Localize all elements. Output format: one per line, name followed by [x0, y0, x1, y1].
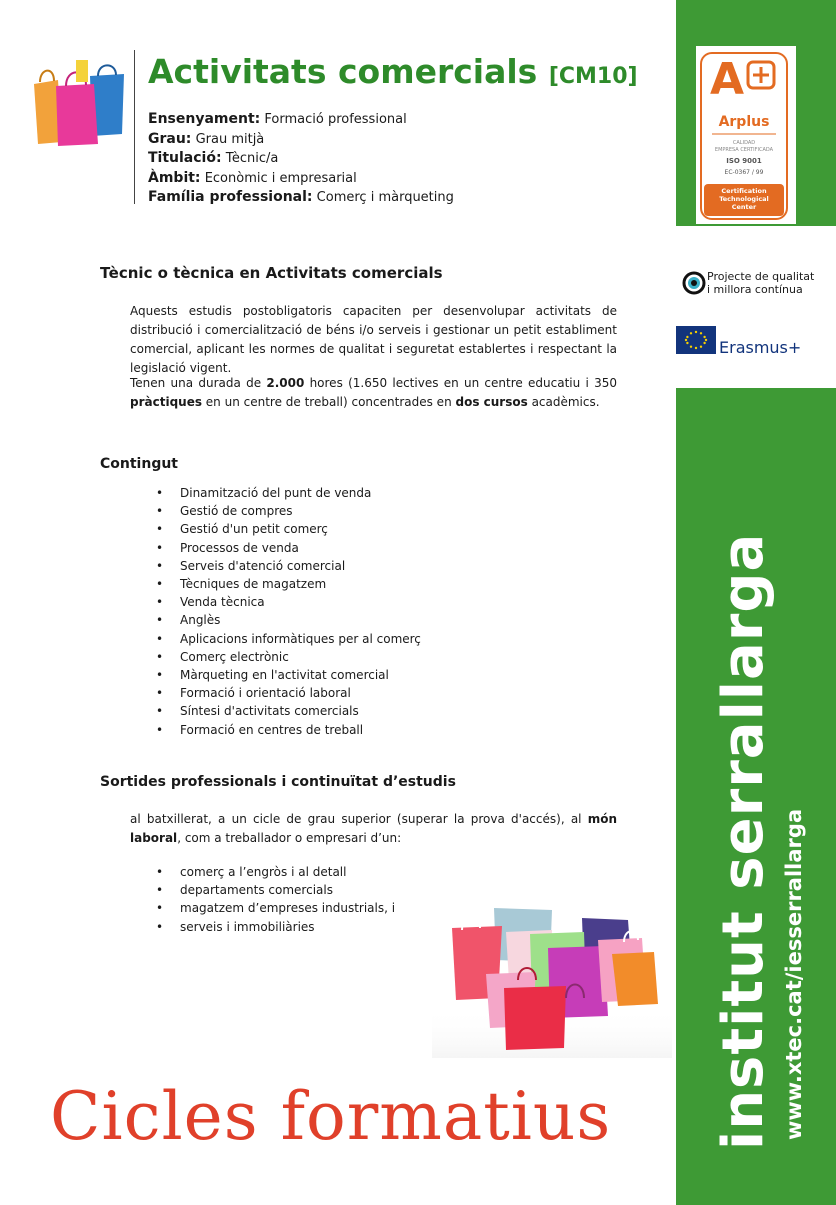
- list-item: • Anglès: [156, 611, 421, 629]
- school-name: institut serrallarga: [711, 532, 776, 1150]
- quality-line-2: i millora contínua: [707, 283, 803, 296]
- school-url[interactable]: www.xtec.cat/iesserrallarga: [782, 808, 806, 1140]
- course-code: [CM10]: [548, 64, 638, 89]
- labour-market-term: món laboral: [130, 812, 617, 845]
- list-item: • Comerç electrònic: [156, 648, 421, 666]
- meta-value: Formació professional: [264, 112, 407, 127]
- shopping-bags-icon: [28, 54, 128, 146]
- duration-paragraph: [130, 374, 617, 412]
- footer-title: Cicles formatius: [50, 1078, 612, 1155]
- list-item: • Màrqueting en l'activitat comercial: [156, 666, 421, 684]
- text-run: , com a treballador o empresari d’un:: [177, 831, 402, 845]
- cert-number: EC-0367 / 99: [724, 169, 764, 176]
- meta-value: Comerç i màrqueting: [316, 190, 454, 206]
- cert-iso: ISO 9001: [726, 157, 762, 165]
- list-item: • Processos de venda: [156, 539, 421, 557]
- cert-line2: EMPRESA CERTIFICADA: [714, 147, 774, 153]
- text-run: acadèmics.: [527, 395, 600, 409]
- text-run: al batxillerat, a un cicle de grau superior (superar la prova d'accés), al: [130, 812, 588, 826]
- eu-flag-icon: [676, 326, 716, 354]
- list-item: • Tècniques de magatzem: [156, 575, 421, 593]
- applus-logo-icon: [702, 54, 786, 218]
- meta-value: Tècnic/a: [225, 151, 279, 167]
- meta-row: [148, 149, 454, 169]
- section-heading-content: Contingut: [100, 456, 178, 472]
- text-run: hores (1.650 lectives en un centre educatiu i 350: [304, 376, 617, 390]
- list-item: • Síntesi d'activitats comercials: [156, 702, 421, 720]
- list-item: • Formació en centres de treball: [156, 721, 421, 739]
- practice-term: pràctiques: [130, 395, 202, 409]
- meta-row: [148, 188, 454, 208]
- erasmus-label: Erasmus+: [719, 338, 802, 357]
- list-item: • comerç a l’engròs i al detall: [156, 863, 395, 881]
- list-item: • Gestió d'un petit comerç: [156, 520, 421, 538]
- list-item: • Serveis d'atenció comercial: [156, 557, 421, 575]
- meta-value: Econòmic i empresarial: [204, 170, 357, 186]
- text-run: en un centre de treball) concentrades en: [201, 395, 456, 409]
- list-item: • Formació i orientació laboral: [156, 684, 421, 702]
- cert-footer: Certification Technological Center: [719, 187, 769, 211]
- header-divider: [134, 50, 135, 204]
- section-heading-technician: Tècnic o tècnica en Activitats comercials: [100, 264, 443, 282]
- description-paragraph: Aquests estudis postobligatoris capaciten per desenvolupar activitats de distribució i comercialització de béns i/o serveis i gestionar un petit establiment comercial, aplicant les normes de qualitat i seguretat establertes i respectant la legislació vigent.: [130, 304, 617, 375]
- courses-value: dos cursos: [455, 395, 528, 409]
- cert-mark: A: [710, 54, 745, 105]
- list-item: • Venda tècnica: [156, 593, 421, 611]
- page-title: [148, 52, 638, 91]
- list-item: • magatzem d’empreses industrials, i: [156, 899, 395, 917]
- meta-label: Àmbit:: [148, 169, 201, 186]
- list-item: • Aplicacions informàtiques per al comerç: [156, 630, 421, 648]
- cert-line1: CALIDAD: [732, 140, 756, 146]
- hours-value: 2.000: [266, 376, 305, 390]
- section-heading-careers: Sortides professionals i continuïtat d’estudis: [100, 774, 456, 790]
- meta-label: Titulació:: [148, 150, 222, 167]
- meta-label: Grau:: [148, 130, 192, 147]
- meta-label: Família professional:: [148, 189, 313, 206]
- meta-label: Ensenyament:: [148, 111, 261, 127]
- list-item: • serveis i immobiliàries: [156, 918, 395, 936]
- text-run: Tenen una durada de: [130, 376, 267, 390]
- quality-project-icon: [682, 268, 706, 300]
- shopping-bags-photo: [432, 888, 672, 1058]
- careers-list: [156, 863, 395, 936]
- title-text: Activitats comercials: [148, 52, 538, 91]
- meta-row: [148, 130, 454, 150]
- list-item: • departaments comercials: [156, 881, 395, 899]
- quality-line-1: Projecte de qualitat: [707, 270, 815, 283]
- careers-paragraph: [130, 810, 617, 848]
- meta-row: [148, 169, 454, 189]
- content-list: [156, 484, 421, 739]
- certificate-badge: [696, 46, 796, 224]
- list-item: • Gestió de compres: [156, 502, 421, 520]
- meta-value: Grau mitjà: [195, 131, 265, 147]
- cert-brand: Arplus: [718, 114, 770, 130]
- course-meta: [148, 110, 454, 208]
- list-item: • Dinamització del punt de venda: [156, 484, 421, 502]
- meta-row: [148, 110, 454, 130]
- quality-project-label: [707, 270, 814, 296]
